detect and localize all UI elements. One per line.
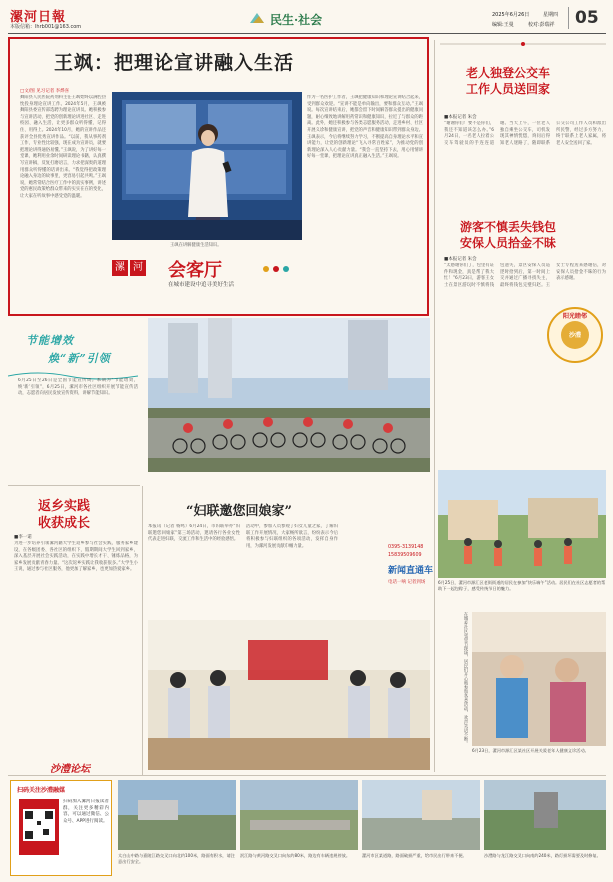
page-number: 05	[575, 8, 599, 28]
cycling-caption	[18, 432, 138, 468]
divider-right	[434, 40, 435, 772]
bottom-caption-3: 漯河市区某道路，路面破损严重，给市民出行带来不便。	[362, 853, 467, 858]
right-story-2-byline: ■本报记者 朱会	[444, 257, 477, 262]
ornament-right	[440, 40, 606, 48]
right-story-2-headline-line1: 游客不慎丢失钱包	[460, 220, 557, 234]
right-photo-caption-2: 6月23日，漯河市源汇区某社区开展关爱老年人健康义诊活动。	[472, 748, 589, 753]
right-story-2-body: “太感谢你们了，包里有证件和现金，真是帮了我大忙！”6月23日，游客王女士在景区游玩时不慎将钱包遗失，景区安保人员巡逻时拾到后，第一时间上交并通过广播寻找失主，最终将钱包完璧归赵。王女士专程送来感谢信，对安保人员拾金不昧的行为表示感谢。	[444, 263, 606, 288]
mailbox	[10, 23, 81, 30]
masthead	[0, 0, 613, 34]
left-byline: ■李一诺	[14, 535, 32, 540]
promo-logo-2: 河	[130, 260, 146, 276]
lead-headline: 王飒：把理论宣讲融入生活	[54, 52, 295, 74]
lead-photo-caption: 王飒在讲解健康生活知识。	[170, 243, 222, 248]
bottom-caption-4: 沙澧路与龙江路交叉口向南约240米，路灯损坏需要及时修复。	[484, 853, 601, 858]
qr-promo	[10, 780, 112, 876]
welcome-body: 活动中，参加人员参观了妇女儿童之家，了解妇联工作开展情况，大家畅所欲言，纷纷表示今后将积极参与妇联组织的各项活动，发挥自身作用，为漯河发展贡献巾帼力量。	[246, 524, 338, 549]
proofreader: 校对:彭瑞祥	[528, 22, 555, 28]
section-title: 民生·社会	[270, 13, 323, 27]
badge-text: 阳光睦邻	[562, 313, 587, 320]
right-story-1-byline: ■本报记者 朱会	[444, 115, 477, 120]
divider-1	[142, 486, 143, 776]
left-footer-logo: 沙澧论坛	[50, 764, 90, 775]
right-story-2-headline-line2: 安保人员拾金不昧	[460, 236, 557, 250]
welcome-headline: “妇联邀您回娘家”	[186, 504, 292, 519]
energy-body: 6月25日至26日是全国节能宣传周。本期为“节能增效，焕‘新’引领”，6月25日，漯河市各社区组织开展节能宣传活动，志愿者向居民发放宣传资料，讲解节能知识。	[18, 378, 138, 397]
bottom-rule	[8, 775, 606, 776]
welcome-photo	[148, 620, 430, 770]
issue-weekday: 星期四	[543, 12, 559, 18]
sunshine-badge	[545, 305, 605, 365]
lead-byline: □文/图 见习记者 李烨喜	[20, 89, 70, 94]
ad-phone-2: 15839509609	[388, 553, 422, 558]
right-story-2-body-cont	[444, 325, 540, 373]
ad-phone-1: 0395-3139148	[388, 545, 424, 550]
vertical-caption: 在城乡社区邻里节现场，居民们开心地参加各类活动，欢声笑语不断。	[463, 612, 468, 746]
right-story-1-headline-line2: 工作人员送回家	[466, 82, 551, 96]
promo-banner	[112, 252, 302, 310]
sunshine-photo	[438, 470, 606, 578]
editor: 编辑:王曼	[492, 22, 514, 28]
left-body: 为进一步培养引领漯河籍大学生返乡参与社会实践，服务家乡建设，在各级团委、各社区的组织下，假期期间大学生回到家乡，深入基层开展社会实践活动，在实践中增长才干、锤炼品格，为家乡发展贡献青春力量。“这次返乡实践让我收获很多。”大学生小王说，通过参与社区服务，他更加了解家乡，也更加热爱家乡。	[14, 541, 138, 573]
right-photo-caption-1: 6月25日，漯河市源汇区老街街道的居民在参加“快乐端午”活动。居民们在社区志愿者的帮助下一起包粽子，感受传统节日的魅力。	[438, 580, 606, 591]
mailbox-value: lhrb001@163.com	[35, 24, 82, 30]
issue-date: 2025年6月26日	[492, 12, 530, 18]
right-story-1-headline-line1: 老人独登公交车	[466, 66, 551, 80]
bottom-photo-4	[484, 780, 606, 850]
promo-title: 会客厅	[168, 260, 222, 281]
paper-name: 漯河日報	[10, 10, 67, 25]
qr-code[interactable]	[19, 799, 59, 855]
lead-photo	[112, 92, 302, 240]
qr-promo-text: 扫码加入漯河日报读者群，关注更多精彩内容，可以通过微信、公众号、APP进行阅读。	[63, 799, 109, 824]
energy-headline-line1: 节能增效	[26, 334, 74, 347]
elderly-photo	[472, 612, 606, 746]
bottom-caption-2: 泯江路与黄河路交叉口向东约80米，路边有车辆违规停放。	[240, 853, 351, 858]
badge-inner: 沙澧	[568, 332, 581, 339]
energy-headline-line2: 焕“新”引领	[48, 352, 111, 365]
ad-brand: 新闻直通车	[388, 566, 434, 576]
welcome-byline: 本报讯（记者 杨鸣）6月24日，市妇联举办“妇联邀您回娘家”第三场活动，邀请各行各业女性代表走进妇联，交流工作和生活中的经验感悟。	[148, 524, 240, 543]
section-ornament	[250, 12, 264, 24]
mailbox-label: 本版信箱：	[10, 24, 36, 30]
left-headline-line2: 收获成长	[38, 516, 91, 531]
promo-subtitle: 在城市建设中追寻美好生活	[168, 282, 235, 288]
bottom-caption-1: 太白山中路与嘉陵江路交叉口向北约100米，路面有积水，请注意出行安全。	[118, 853, 235, 864]
right-story-1-body: “谢谢你们！要不是你们，我还不知道该怎么办。”6月24日，一名老人拉着公交车驾驶员的手连连道谢。当天上午，一位老人独自乘坐公交车，司机发现其神情恍惚，询问后得知老人迷路了，随即联系公交公司工作人员和派出所民警，经过多方努力，终于联系上老人家属，将老人安全送回了家。	[444, 121, 606, 146]
qr-promo-title: 扫码关注沙澧融媒	[17, 787, 66, 794]
promo-dots	[262, 262, 302, 276]
bottom-photo-3	[362, 780, 480, 850]
left-headline-line1: 返乡实践	[38, 499, 91, 514]
bottom-photo-1	[118, 780, 236, 850]
bottom-photo-2	[240, 780, 358, 850]
page-number-box	[568, 7, 606, 29]
promo-logo-1: 漯	[112, 260, 128, 276]
cycling-photo	[148, 318, 430, 472]
news-car-ad	[388, 545, 434, 605]
masthead-rule	[8, 33, 606, 34]
lead-body-right: 作为一名医护工作者，王飒把健康知识和理论宣讲结合起来，受到群众欢迎。“宣讲不能是单向输出，要和群众互动。”王飒说。每次宣讲结束后，她都会留下时间解答群众提出的健康问题，耐心细致地讲解用药常识和健康知识，拉近了与群众的距离。此外，她还积极参与各类志愿服务活动，走进乡村、社区开展义诊和健康宣讲，把党的声音和健康知识带到群众身边。王飒表示，今后将继续努力学习，不断提高自身理论水平和宣讲能力，让党的创新理论“飞入寻常百姓家”，为推动党的创新理论深入人心贡献力量。“我会一直坚持下去，用心用情讲好每一堂课，把理论宣讲真正融入生活。”王飒说。	[307, 95, 423, 160]
ad-slogan: 电话一响 记者到场	[388, 580, 426, 585]
left-rule	[8, 485, 140, 486]
lead-body-left: 舞阳县人民医院药剂科主任王飒始终以满腔热忱投身理论宣讲工作。2024年5月，王飒被舞阳县委宣传部选聘为理论宣讲员。她积极参与宣讲活动，把党的创新理论讲进社区、走进校园、融入生活，让更多群众听得懂、记得住、用得上。2024年10月，她的宣讲作品还获评全县优秀宣讲作品。“以前，我从事药剂工作，专业性比较强，现在成为宣讲员，就要把理论讲得通俗易懂。”王飒说，为了讲好每一堂课，她利用业余时间研读理论书籍，认真撰写宣讲稿，反复打磨语言，力求把深奥的道理用群众听得懂的话讲出来。“我觉得把政策理论融入身边的故事里，更容易引起共鸣。”王飒说，她常常结合医疗工作中的真实事例，讲述党的惠民政策给群众带来的实实在在的变化，让大家在听故事中感受党的温暖。	[20, 95, 106, 199]
